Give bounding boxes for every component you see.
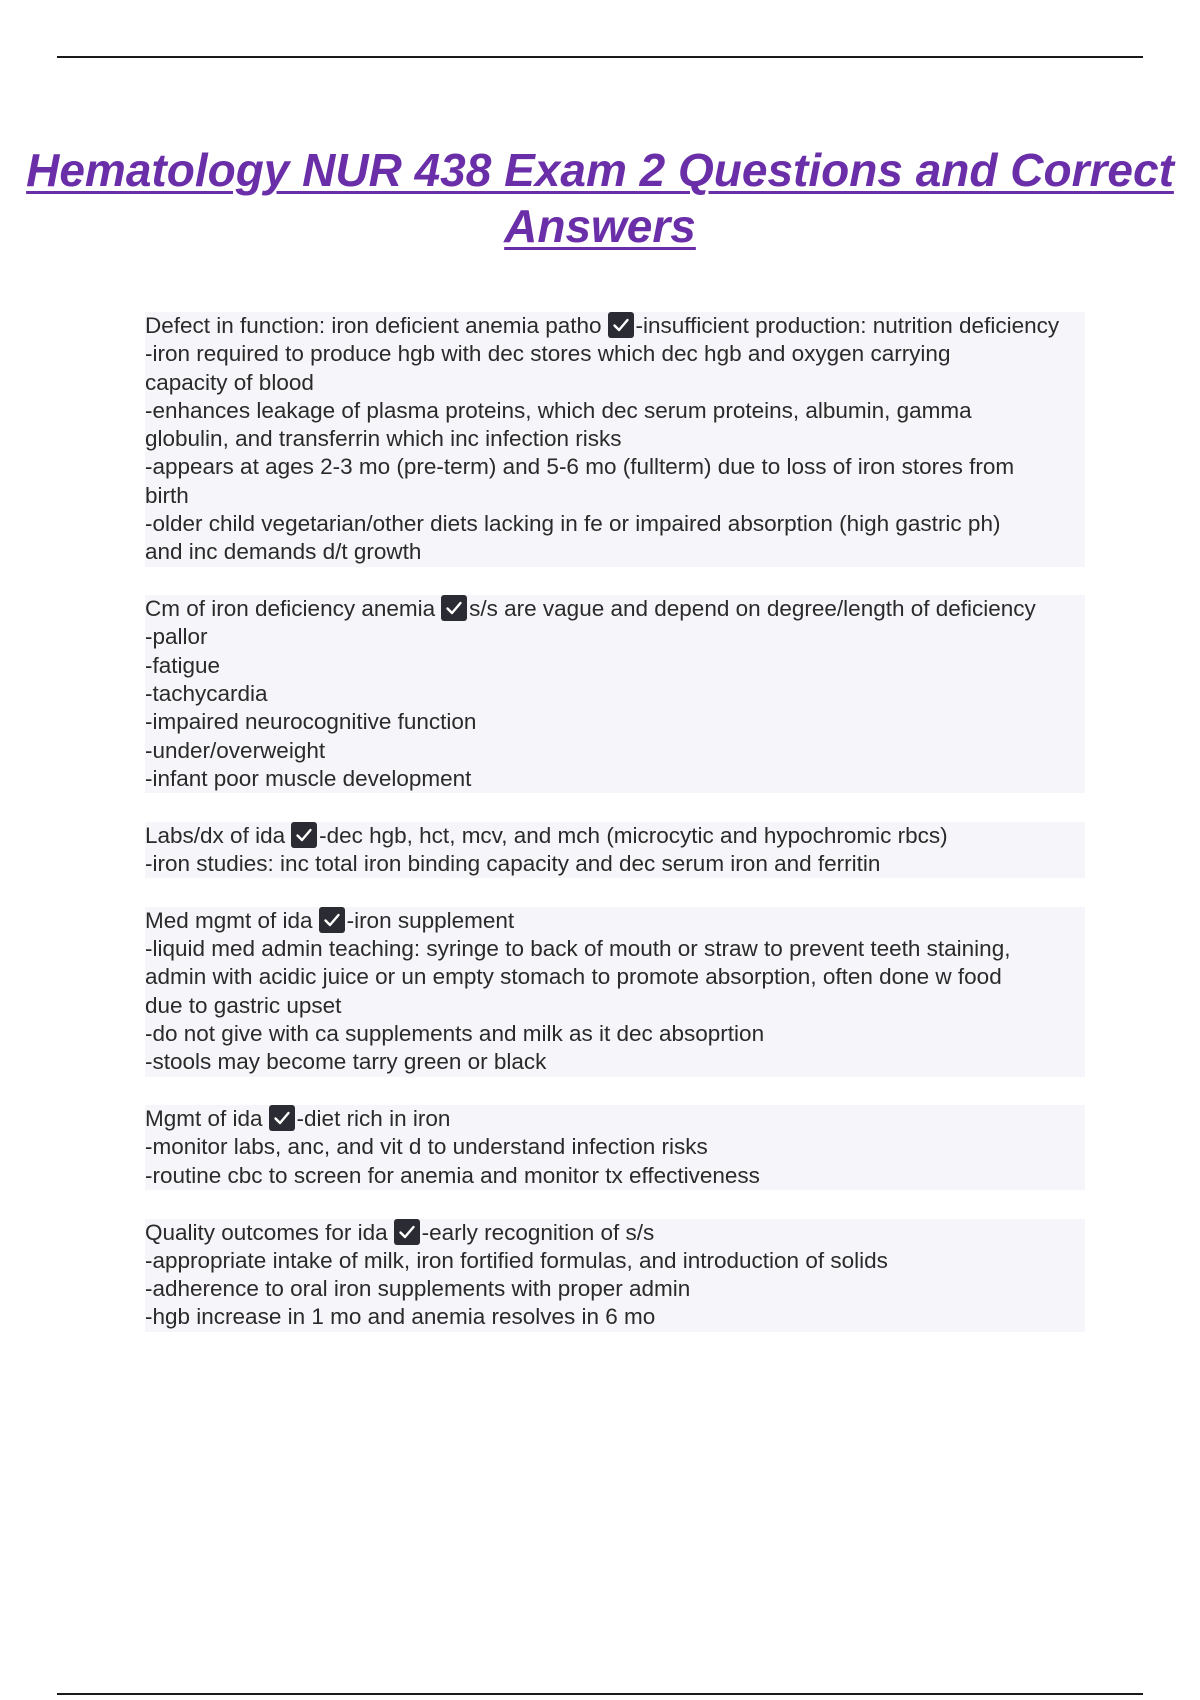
- bottom-rule: [57, 1693, 1143, 1695]
- question-text: Med mgmt of ida: [145, 907, 313, 933]
- qa-first-line: [145, 907, 1085, 935]
- answer-line: due to gastric upset: [145, 992, 1085, 1020]
- answer-line: -iron studies: inc total iron binding capacity and dec serum iron and ferritin: [145, 850, 1085, 878]
- qa-first-line: [145, 1105, 1085, 1133]
- answer-line: birth: [145, 482, 1085, 510]
- qa-first-line: [145, 595, 1085, 623]
- answer-line: -do not give with ca supplements and milk as it dec absoprtion: [145, 1020, 1085, 1048]
- answer-line: -adherence to oral iron supplements with proper admin: [145, 1275, 1085, 1303]
- answer-text: -early recognition of s/s: [421, 1219, 655, 1245]
- question-text: Quality outcomes for ida: [145, 1219, 388, 1245]
- answer-line: -iron required to produce hgb with dec stores which dec hgb and oxygen carrying: [145, 340, 1085, 368]
- checkmark-box-icon: [441, 595, 467, 621]
- qa-item: [145, 1219, 1085, 1332]
- qa-item: [145, 595, 1085, 793]
- qa-first-line: [145, 822, 1085, 850]
- answer-line: -monitor labs, anc, and vit d to understand infection risks: [145, 1133, 1085, 1161]
- checkmark-box-icon: [291, 822, 317, 848]
- answer-line: -enhances leakage of plasma proteins, which dec serum proteins, albumin, gamma: [145, 397, 1085, 425]
- checkmark-box-icon: [608, 312, 634, 338]
- answer-line: -older child vegetarian/other diets lacking in fe or impaired absorption (high gastric ph): [145, 510, 1085, 538]
- question-text: Labs/dx of ida: [145, 822, 286, 848]
- answer-text: -insufficient production: nutrition deficiency: [635, 313, 1060, 338]
- answer-line: -fatigue: [145, 652, 1085, 680]
- qa-first-line: [145, 1219, 1085, 1247]
- qa-item: [145, 1105, 1085, 1190]
- answer-line: -infant poor muscle development: [145, 765, 1085, 793]
- answer-line: -under/overweight: [145, 737, 1085, 765]
- answer-line: -tachycardia: [145, 680, 1085, 708]
- question-text: Cm of iron deficiency anemia: [145, 596, 436, 622]
- answer-text: s/s are vague and depend on degree/length of deficiency: [469, 596, 1036, 622]
- answer-line: admin with acidic juice or un empty stomach to promote absorption, often done w food: [145, 963, 1085, 991]
- answer-line: -impaired neurocognitive function: [145, 708, 1085, 736]
- answer-line: -hgb increase in 1 mo and anemia resolves in 6 mo: [145, 1303, 1085, 1331]
- answer-line: -liquid med admin teaching: syringe to back of mouth or straw to prevent teeth staining,: [145, 935, 1085, 963]
- answer-line: -pallor: [145, 623, 1085, 651]
- qa-item: [145, 312, 1085, 567]
- qa-list: [145, 312, 1085, 1360]
- checkmark-box-icon: [394, 1219, 420, 1245]
- answer-line: -appropriate intake of milk, iron fortified formulas, and introduction of solids: [145, 1247, 1085, 1275]
- answer-line: and inc demands d/t growth: [145, 538, 1085, 566]
- document-title-text: Hematology NUR 438 Exam 2 Questions and Correct Answers: [26, 144, 1174, 252]
- answer-line: -stools may become tarry green or black: [145, 1048, 1085, 1076]
- answer-text: -iron supplement: [346, 907, 515, 933]
- answer-line: globulin, and transferrin which inc infection risks: [145, 425, 1085, 453]
- question-text: Mgmt of ida: [145, 1106, 263, 1132]
- checkmark-box-icon: [319, 907, 345, 933]
- qa-item: [145, 822, 1085, 879]
- checkmark-box-icon: [269, 1105, 295, 1131]
- top-rule: [57, 56, 1143, 58]
- answer-line: capacity of blood: [145, 369, 1085, 397]
- qa-first-line: [145, 312, 1085, 340]
- answer-text: -diet rich in iron: [296, 1106, 451, 1132]
- answer-line: -routine cbc to screen for anemia and monitor tx effectiveness: [145, 1162, 1085, 1190]
- answer-text: -dec hgb, hct, mcv, and mch (microcytic and hypochromic rbcs): [319, 822, 948, 848]
- answer-line: -appears at ages 2-3 mo (pre-term) and 5-6 mo (fullterm) due to loss of iron stores from: [145, 453, 1085, 481]
- qa-item: [145, 907, 1085, 1077]
- document-title: [0, 142, 1200, 254]
- question-text: Defect in function: iron deficient anemia patho: [145, 313, 602, 338]
